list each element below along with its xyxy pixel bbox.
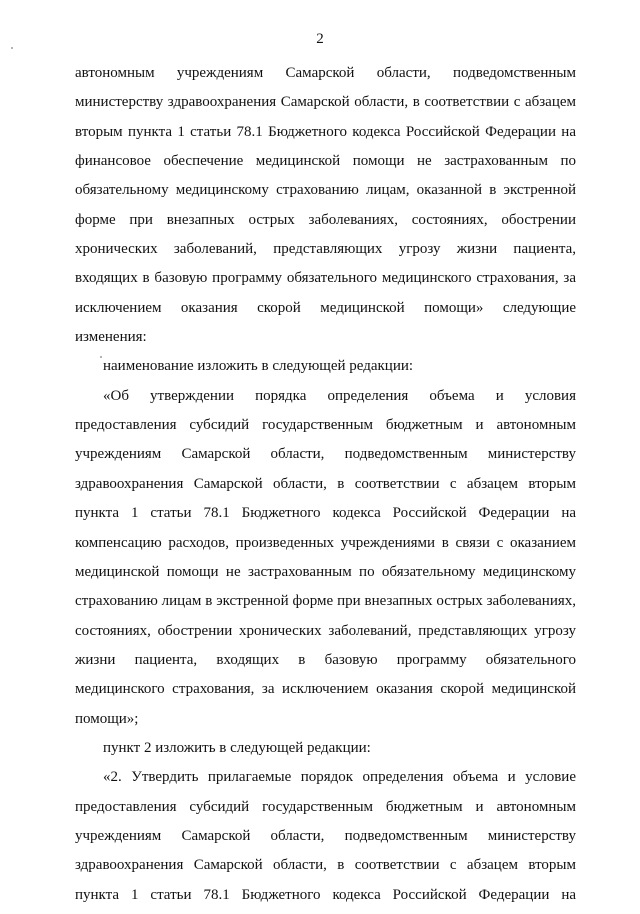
text-line: вторым пункта 1 статьи 78.1 Бюджетного кодекса Российской Федерации на [75,123,576,140]
text-line: компенсацию расходов, произведенных учреждениями в связи с оказанием [75,534,576,551]
text-line: пункта 1 статьи 78.1 Бюджетного кодекса Российской Федерации на [75,505,576,522]
text-line: учреждениям Самарской области, подведомственным министерству [75,827,576,844]
text-line: страхованию лицам в экстренной форме при внезапных острых заболеваниях, [75,593,576,610]
text-line: здравоохранения Самарской области, в соответствии с абзацем вторым [75,475,576,492]
text-line: наименование изложить в следующей редакции: [103,358,414,375]
text-line: медицинского страхования, за исключением оказания скорой медицинской [75,681,576,698]
text-line: входящих в базовую программу обязательного медицинского страхования, за [75,270,576,287]
text-line: здравоохранения Самарской области, в соответствии с абзацем вторым [75,857,576,874]
text-line: «Об утверждении порядка определения объема и условия [103,387,576,404]
paragraph-point-change [75,738,576,767]
paragraph-continuation [75,63,576,356]
text-line: учреждениям Самарской области, подведомственным министерству [75,446,576,463]
text-line: предоставления субсидий государственным бюджетным и автономным [75,417,576,434]
text-line: обязательному медицинскому страхованию лицам, оказанной в экстренной [75,182,576,199]
text-line: медицинской помощи не застрахованным по обязательному медицинскому [75,563,576,580]
page-number: 2 [316,31,324,47]
paragraph-point-2 [75,767,576,914]
text-line: «2. Утвердить прилагаемые порядок определения объема и условие [103,769,576,786]
paragraph-title-change [75,356,576,385]
text-line: форме при внезапных острых заболеваниях, состояниях, обострении [75,211,576,228]
text-line: жизни пациента, входящих в базовую программу обязательного [75,651,576,668]
text-line: пункт 2 изложить в следующей редакции: [103,739,371,756]
text-line: хронических заболеваний, представляющих угрозу жизни пациента, [75,241,576,258]
text-line: состояниях, обострении хронических заболеваний, представляющих угрозу [75,622,576,639]
text-line: изменения: [75,329,147,346]
text-line: исключением оказания скорой медицинской помощи» следующие [75,299,576,316]
scan-speck [11,47,13,49]
text-line: автономным учреждениям Самарской области, подведомственным [75,65,576,81]
text-line: министерству здравоохранения Самарской области, в соответствии с абзацем [75,94,576,111]
text-line: предоставления субсидий государственным бюджетным и автономным [75,798,576,815]
text-line: пункта 1 статьи 78.1 Бюджетного кодекса Российской Федерации на [75,886,576,903]
text-line: финансовое обеспечение медицинской помощи не застрахованным по [75,153,576,170]
document-body [75,63,576,914]
paragraph-new-title [75,386,576,738]
text-line: помощи»; [75,710,139,727]
